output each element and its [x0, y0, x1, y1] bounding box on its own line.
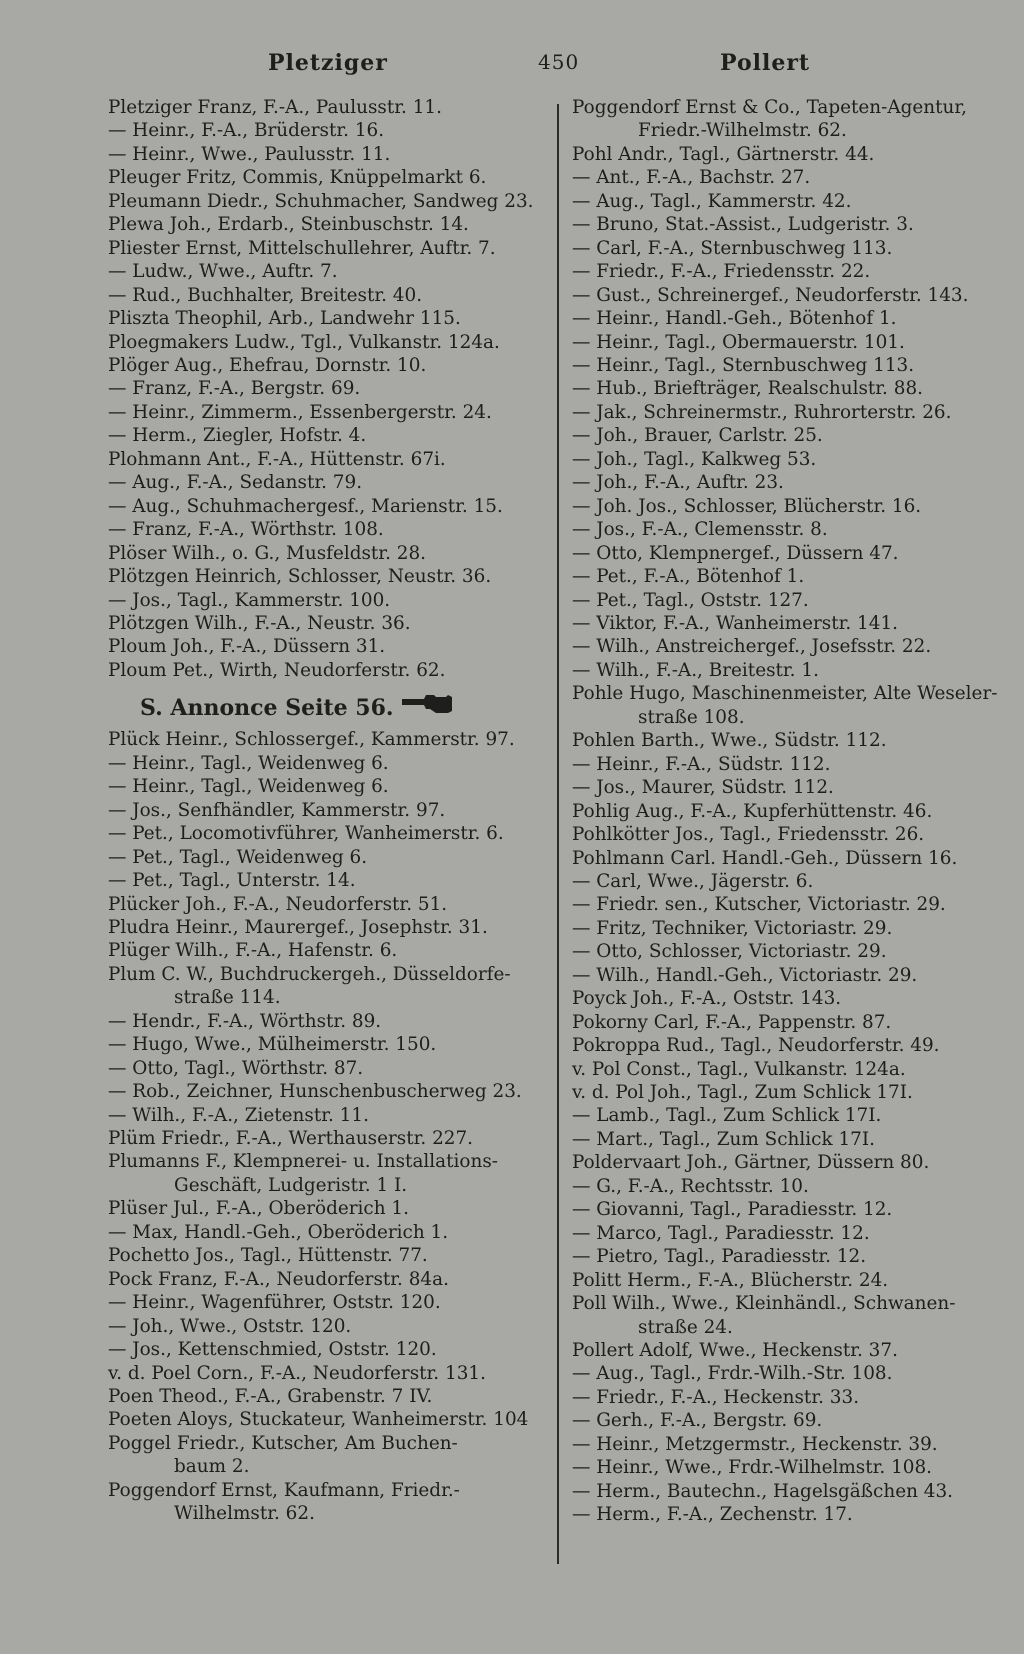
entry-line: — Heinr., F.-A., Brüderstr. 16.	[108, 120, 385, 142]
entry-line: — Wilh., Anstreichergef., Josefsstr. 22.	[572, 636, 932, 658]
entry-line: — Heinr., F.-A., Südstr. 112.	[572, 753, 831, 775]
advertisement-reference	[108, 690, 548, 726]
entry-continuation: Wilhelmstr. 62.	[174, 1503, 315, 1525]
entry-line: — Wilh., Handl.-Geh., Victoriastr. 29.	[572, 964, 918, 986]
entry-line: — Heinr., Wagenführer, Oststr. 120.	[108, 1292, 441, 1314]
entry-line: — Herm., Bautechn., Hagelsgäßchen 43.	[572, 1480, 954, 1502]
entry-line: Plohmann Ant., F.-A., Hüttenstr. 67i.	[108, 448, 446, 470]
entry-line: Plewa Joh., Erdarb., Steinbuschstr. 14.	[108, 214, 469, 236]
entry-line: — Jos., Kettenschmied, Oststr. 120.	[108, 1339, 437, 1361]
header-last-entry: Pollert	[720, 50, 811, 76]
entry-line: Plumanns F., Klempnerei- u. Installations-	[108, 1151, 498, 1173]
entry-line: Pohlmann Carl. Handl.-Geh., Düssern 16.	[572, 847, 958, 869]
entry-line: Plüger Wilh., F.-A., Hafenstr. 6.	[108, 940, 398, 962]
pointing-hand-icon	[400, 690, 454, 726]
entry-line: Pletziger Franz, F.-A., Paulusstr. 11.	[108, 97, 442, 118]
entry-continuation: straße 24.	[638, 1316, 733, 1338]
entry-line: Plücker Joh., F.-A., Neudorferstr. 51.	[108, 893, 448, 915]
entry-line: Pludra Heinr., Maurergef., Josephstr. 31.	[108, 916, 488, 938]
entry-line: — Heinr., Handl.-Geh., Bötenhof 1.	[572, 308, 897, 330]
entry-line: — Aug., F.-A., Sedanstr. 79.	[108, 472, 363, 494]
entry-line: Plück Heinr., Schlossergef., Kammerstr. 97.	[108, 729, 515, 751]
entry-line: Plöger Aug., Ehefrau, Dornstr. 10.	[108, 354, 427, 376]
entry-line: — G., F.-A., Rechtsstr. 10.	[572, 1175, 809, 1197]
entry-line: Politt Herm., F.-A., Blücherstr. 24.	[572, 1269, 889, 1291]
entry-line: Plum C. W., Buchdruckergeh., Düsseldorfe-	[108, 963, 511, 985]
entry-line: Pliester Ernst, Mittelschullehrer, Auftr. 7.	[108, 237, 496, 259]
entry-line: — Friedr., F.-A., Heckenstr. 33.	[572, 1386, 860, 1408]
entry-line: Ploum Pet., Wirth, Neudorferstr. 62.	[108, 659, 446, 681]
entry-line: — Heinr., Tagl., Weidenweg 6.	[108, 752, 389, 774]
entry-line: — Hub., Briefträger, Realschulstr. 88.	[572, 378, 923, 400]
entry-line: — Heinr., Zimmerm., Essenbergerstr. 24.	[108, 401, 492, 423]
entry-line: — Ant., F.-A., Bachstr. 27.	[572, 167, 811, 189]
entry-line: — Aug., Tagl., Frdr.-Wilh.-Str. 108.	[572, 1363, 893, 1385]
entry-line: — Jos., Senfhändler, Kammerstr. 97.	[108, 799, 446, 821]
entry-line: Plüser Jul., F.-A., Oberöderich 1.	[108, 1198, 409, 1220]
entry-line: — Pet., Tagl., Unterstr. 14.	[108, 870, 356, 892]
entry-line: — Heinr., Wwe., Paulusstr. 11.	[108, 143, 391, 165]
entry-line: — Heinr., Tagl., Weidenweg 6.	[108, 776, 389, 798]
entry-line: Ploegmakers Ludw., Tgl., Vulkanstr. 124a.	[108, 331, 500, 353]
entry-line: Pliszta Theophil, Arb., Landwehr 115.	[108, 308, 461, 330]
entry-line: — Gust., Schreinergef., Neudorferstr. 143.	[572, 284, 969, 306]
entry-line: Pochetto Jos., Tagl., Hüttenstr. 77.	[108, 1245, 428, 1267]
entry-line: — Carl, Wwe., Jägerstr. 6.	[572, 870, 814, 892]
entry-line: Ploum Joh., F.-A., Düssern 31.	[108, 636, 386, 658]
entry-line: Poyck Joh., F.-A., Oststr. 143.	[572, 988, 842, 1010]
entry-line: Pokroppa Rud., Tagl., Neudorferstr. 49.	[572, 1035, 940, 1057]
entry-line: Pock Franz, F.-A., Neudorferstr. 84a.	[108, 1268, 449, 1290]
entry-line: Pohlkötter Jos., Tagl., Friedensstr. 26.	[572, 824, 925, 846]
entry-line: — Franz, F.-A., Wörthstr. 108.	[108, 519, 384, 541]
entry-continuation: Geschäft, Ludgeristr. 1 I.	[174, 1174, 408, 1196]
entry-line: — Otto, Klempnergef., Düssern 47.	[572, 542, 899, 564]
entry-line: Pleuger Fritz, Commis, Knüppelmarkt 6.	[108, 167, 487, 189]
entry-line: — Joh., Brauer, Carlstr. 25.	[572, 425, 823, 447]
entry-line: — Pet., F.-A., Bötenhof 1.	[572, 566, 805, 588]
entry-continuation: baum 2.	[174, 1456, 250, 1478]
entry-line: — Pet., Tagl., Oststr. 127.	[572, 589, 809, 611]
entry-line: Plöser Wilh., o. G., Musfeldstr. 28.	[108, 542, 427, 564]
entry-line: — Heinr., Metzgermstr., Heckenstr. 39.	[572, 1433, 938, 1455]
entry-line: v. Pol Const., Tagl., Vulkanstr. 124a.	[572, 1058, 906, 1080]
page-number: 450	[538, 50, 580, 74]
entry-line: Pohlen Barth., Wwe., Südstr. 112.	[572, 730, 887, 752]
header-first-entry: Pletziger	[268, 50, 388, 76]
entry-line: Plüm Friedr., F.-A., Werthauserstr. 227.	[108, 1128, 474, 1150]
entry-line: — Max, Handl.-Geh., Oberöderich 1.	[108, 1221, 449, 1243]
entry-line: — Marco, Tagl., Paradiesstr. 12.	[572, 1222, 870, 1244]
entry-line: — Mart., Tagl., Zum Schlick 17I.	[572, 1128, 875, 1150]
entry-line: Poggendorf Ernst, Kaufmann, Friedr.-	[108, 1479, 460, 1501]
advertisement-reference-text: S. Annonce Seite 56.	[140, 695, 394, 722]
entry-line: — Otto, Schlosser, Victoriastr. 29.	[572, 941, 887, 963]
entry-line: Pleumann Diedr., Schuhmacher, Sandweg 23.	[108, 190, 534, 212]
entry-line: v. d. Pol Joh., Tagl., Zum Schlick 17I.	[572, 1082, 913, 1104]
left-column	[108, 96, 548, 1526]
entry-line: — Franz, F.-A., Bergstr. 69.	[108, 378, 361, 400]
entry-line: Pollert Adolf, Wwe., Heckenstr. 37.	[572, 1340, 898, 1362]
entry-line: — Jos., Maurer, Südstr. 112.	[572, 777, 834, 799]
entry-line: — Herm., F.-A., Zechenstr. 17.	[572, 1504, 853, 1526]
entry-line: — Joh., Tagl., Kalkweg 53.	[572, 448, 817, 470]
entry-line: — Fritz, Techniker, Victoriastr. 29.	[572, 917, 893, 939]
entry-line: Poggendorf Ernst & Co., Tapeten-Agentur,	[572, 97, 967, 118]
entry-line: — Heinr., Tagl., Obermauerstr. 101.	[572, 331, 905, 353]
entry-line: — Carl, F.-A., Sternbuschweg 113.	[572, 237, 893, 259]
entry-line: — Heinr., Wwe., Frdr.-Wilhelmstr. 108.	[572, 1457, 933, 1479]
entry-continuation: Friedr.-Wilhelmstr. 62.	[638, 120, 847, 142]
entry-line: — Joh., Wwe., Oststr. 120.	[108, 1315, 352, 1337]
entry-line: Poen Theod., F.-A., Grabenstr. 7 IV.	[108, 1386, 433, 1408]
entry-line: — Joh. Jos., Schlosser, Blücherstr. 16.	[572, 495, 922, 517]
entry-line: — Wilh., F.-A., Breitestr. 1.	[572, 659, 819, 681]
page-header	[0, 50, 1024, 86]
entry-line: Pohlig Aug., F.-A., Kupferhüttenstr. 46.	[572, 800, 933, 822]
entry-line: — Rud., Buchhalter, Breitestr. 40.	[108, 284, 423, 306]
entry-line: Poeten Aloys, Stuckateur, Wanheimerstr. 104	[108, 1409, 529, 1431]
entry-line: — Heinr., Tagl., Sternbuschweg 113.	[572, 354, 915, 376]
entry-line: — Friedr. sen., Kutscher, Victoriastr. 29.	[572, 894, 946, 916]
entry-line: — Herm., Ziegler, Hofstr. 4.	[108, 425, 367, 447]
entry-line: — Ludw., Wwe., Auftr. 7.	[108, 261, 338, 283]
entry-line: — Friedr., F.-A., Friedensstr. 22.	[572, 261, 871, 283]
entry-line: — Pietro, Tagl., Paradiesstr. 12.	[572, 1246, 867, 1268]
entry-line: — Jos., Tagl., Kammerstr. 100.	[108, 589, 391, 611]
entry-line: — Otto, Tagl., Wörthstr. 87.	[108, 1057, 364, 1079]
entry-line: — Rob., Zeichner, Hunschenbuscherweg 23.	[108, 1081, 522, 1103]
entry-line: — Pet., Tagl., Weidenweg 6.	[108, 846, 368, 868]
entry-line: Poll Wilh., Wwe., Kleinhändl., Schwanen-	[572, 1293, 956, 1315]
entry-line: — Aug., Schuhmachergesf., Marienstr. 15.	[108, 495, 503, 517]
entry-line: — Giovanni, Tagl., Paradiesstr. 12.	[572, 1199, 893, 1221]
entry-line: — Wilh., F.-A., Zietenstr. 11.	[108, 1104, 369, 1126]
entry-line: — Pet., Locomotivführer, Wanheimerstr. 6.	[108, 823, 504, 845]
entry-line: — Viktor, F.-A., Wanheimerstr. 141.	[572, 612, 898, 634]
entry-line: — Jak., Schreinermstr., Ruhrorterstr. 26.	[572, 401, 952, 423]
entry-line: — Jos., F.-A., Clemensstr. 8.	[572, 519, 828, 541]
entry-continuation: straße 108.	[638, 706, 745, 728]
entry-line: Plötzgen Wilh., F.-A., Neustr. 36.	[108, 612, 411, 634]
entry-line: — Aug., Tagl., Kammerstr. 42.	[572, 190, 852, 212]
entry-line: Poggel Friedr., Kutscher, Am Buchen-	[108, 1432, 458, 1454]
entry-line: — Hendr., F.-A., Wörthstr. 89.	[108, 1010, 382, 1032]
entry-line: Pokorny Carl, F.-A., Pappenstr. 87.	[572, 1011, 892, 1033]
entry-line: Plötzgen Heinrich, Schlosser, Neustr. 36.	[108, 566, 492, 588]
right-column	[572, 96, 1004, 1527]
entry-continuation: straße 114.	[174, 987, 281, 1009]
entry-line: v. d. Poel Corn., F.-A., Neudorferstr. 131.	[108, 1362, 486, 1384]
entry-line: — Gerh., F.-A., Bergstr. 69.	[572, 1410, 823, 1432]
entry-line: — Bruno, Stat.-Assist., Ludgeristr. 3.	[572, 214, 914, 236]
entry-line: — Lamb., Tagl., Zum Schlick 17I.	[572, 1105, 882, 1127]
entry-line: Poldervaart Joh., Gärtner, Düssern 80.	[572, 1152, 930, 1174]
column-divider	[557, 104, 559, 1564]
entry-line: — Hugo, Wwe., Mülheimerstr. 150.	[108, 1034, 437, 1056]
entry-line: Pohl Andr., Tagl., Gärtnerstr. 44.	[572, 143, 875, 165]
entry-line: Pohle Hugo, Maschinenmeister, Alte Weseler-	[572, 683, 998, 705]
entry-line: — Joh., F.-A., Auftr. 23.	[572, 472, 784, 494]
